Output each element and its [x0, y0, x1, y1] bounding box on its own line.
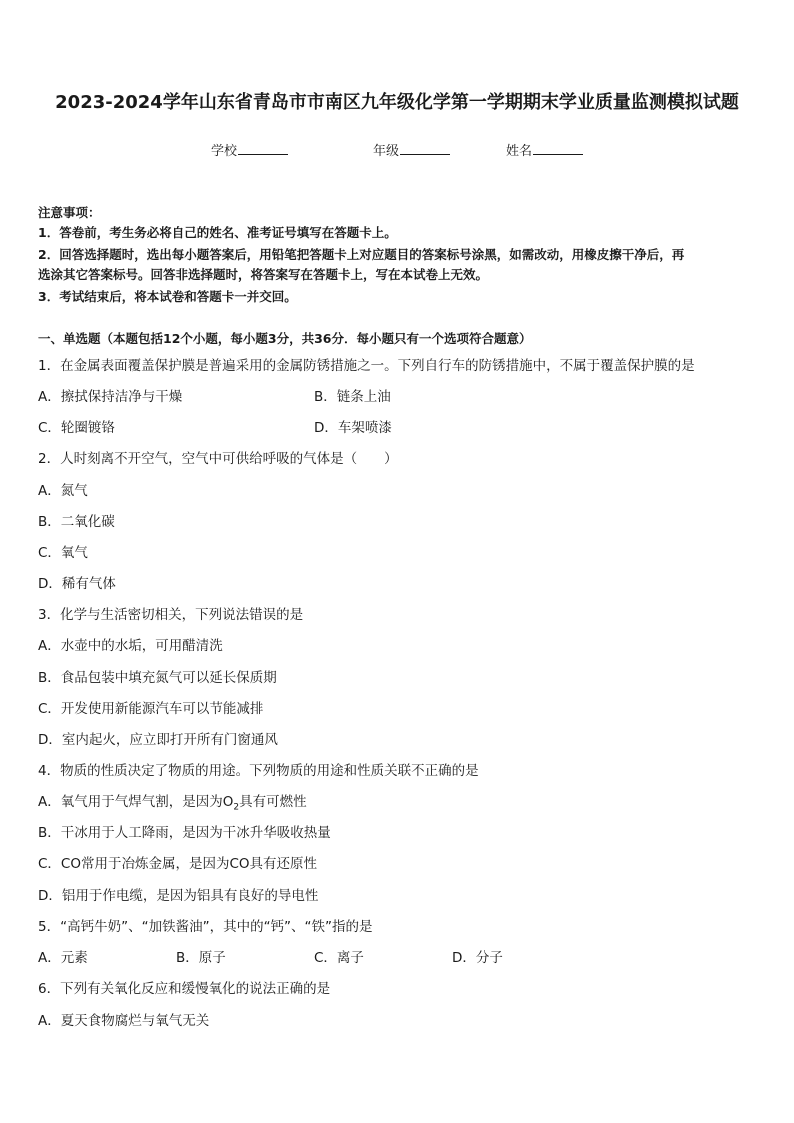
option-a-text: A．氧气用于气焊气割，是因为O	[38, 794, 234, 810]
question-3-option-b: B．食品包装中填充氮气可以延长保质期	[38, 670, 277, 686]
name-field[interactable]	[506, 140, 583, 159]
school-field[interactable]	[211, 140, 288, 159]
question-1-option-c: C．轮圈镀铬	[38, 420, 115, 436]
question-1-option-d: D．车架喷漆	[314, 420, 392, 436]
oxygen-subscript: 2	[233, 802, 240, 813]
notice-item: 选涂其它答案标号。回答非选择题时，将答案写在答题卡上，写在本试卷上无效。	[38, 267, 489, 282]
question-1-option-a: A．擦拭保持洁净与干燥	[38, 389, 183, 405]
notice-item: 1．答卷前，考生务必将自己的姓名、准考证号填写在答题卡上。	[38, 225, 397, 240]
question-5-option-a: A．元素	[38, 950, 88, 966]
section-heading: 一、单选题（本题包括12个小题，每小题3分，共36分．每小题只有一个选项符合题意）	[38, 331, 532, 346]
grade-label: 年级	[373, 144, 400, 159]
question-4-option-b: B．干冰用于人工降雨，是因为干冰升华吸收热量	[38, 825, 331, 841]
grade-field[interactable]	[373, 140, 450, 159]
question-2-option-a: A．氮气	[38, 483, 88, 499]
notice-heading: 注意事项：	[38, 205, 101, 220]
school-label: 学校	[211, 144, 238, 159]
question-1-option-b: B．链条上油	[314, 389, 391, 405]
question-3-option-a: A．水壶中的水垢，可用醋清洗	[38, 638, 223, 654]
question-4-option-d: D．铝用于作电缆，是因为铝具有良好的导电性	[38, 888, 319, 904]
question-3-option-c: C．开发使用新能源汽车可以节能减排	[38, 701, 264, 717]
name-label: 姓名	[506, 144, 533, 159]
page-title: 2023-2024学年山东省青岛市市南区九年级化学第一学期期末学业质量监测模拟试题	[55, 92, 739, 113]
question-1-stem: 1．在金属表面覆盖保护膜是普遍采用的金属防锈措施之一。下列自行车的防锈措施中，不属于覆盖保护膜的是	[38, 358, 695, 374]
school-blank[interactable]	[238, 142, 288, 155]
grade-blank[interactable]	[400, 142, 450, 155]
question-2-option-b: B．二氧化碳	[38, 514, 115, 530]
question-4-option-a	[38, 790, 307, 813]
question-4-stem: 4．物质的性质决定了物质的用途。下列物质的用途和性质关联不正确的是	[38, 763, 479, 779]
notice-item: 3．考试结束后，将本试卷和答题卡一并交回。	[38, 289, 297, 304]
notice-item: 2．回答选择题时，选出每小题答案后，用铅笔把答题卡上对应题目的答案标号涂黑，如需改动，用橡皮擦干净后，再	[38, 247, 685, 262]
question-2-option-c: C．氧气	[38, 545, 88, 561]
question-3-option-d: D．室内起火，应立即打开所有门窗通风	[38, 732, 278, 748]
question-2-option-d: D．稀有气体	[38, 576, 116, 592]
option-a-text-end: 具有可燃性	[239, 794, 307, 810]
question-3-stem: 3．化学与生活密切相关，下列说法错误的是	[38, 607, 304, 623]
question-5-stem: 5．“高钙牛奶”、“加铁酱油”，其中的“钙”、“铁”指的是	[38, 919, 373, 935]
question-5-option-c: C．离子	[314, 950, 364, 966]
question-6-option-a: A．夏天食物腐烂与氧气无关	[38, 1013, 210, 1029]
question-6-stem: 6．下列有关氧化反应和缓慢氧化的说法正确的是	[38, 981, 331, 997]
question-2-stem: 2．人时刻离不开空气，空气中可供给呼吸的气体是（ ）	[38, 451, 398, 467]
name-blank[interactable]	[533, 142, 583, 155]
question-4-option-c: C．CO常用于冶炼金属，是因为CO具有还原性	[38, 856, 318, 872]
question-5-option-d: D．分子	[452, 950, 503, 966]
question-5-option-b: B．原子	[176, 950, 226, 966]
